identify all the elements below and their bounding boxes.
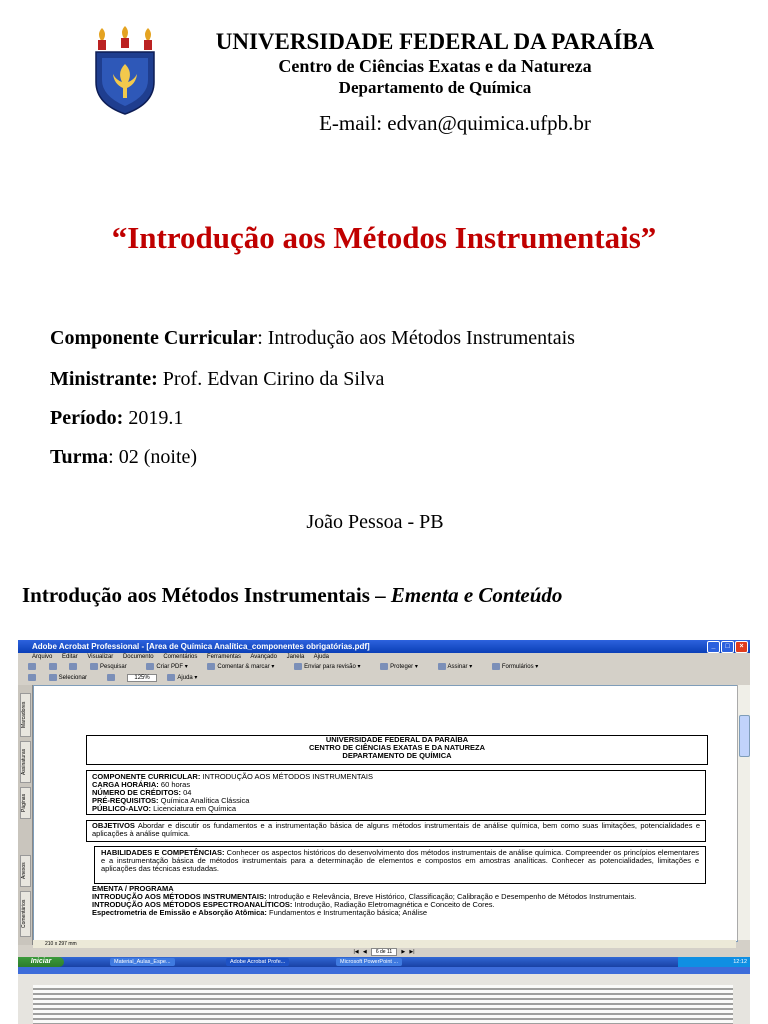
center-name: Centro de Ciências Exatas e da Natureza — [278, 56, 592, 76]
doc-university: UNIVERSIDADE FEDERAL DA PARAÍBA — [325, 735, 469, 744]
course-title: “Introdução aos Métodos Instrumentais” — [111, 220, 657, 255]
blurred-duplicate-screenshot — [18, 967, 750, 1024]
ementa-heading: EMENTA / PROGRAMA — [92, 884, 174, 893]
clock: 12:12 — [733, 959, 747, 965]
doc-creditos: NÚMERO DE CRÉDITOS: 04 — [92, 788, 192, 797]
section-heading — [22, 582, 562, 608]
system-tray — [678, 957, 750, 967]
page-size-label: 210 x 297 mm — [45, 941, 77, 947]
doc-intro-espectro: INTRODUÇÃO AOS MÉTODOS ESPECTROANALÍTICOS: Introdução, Radiação Eletromagnética e Conceito de Cores. — [92, 900, 495, 909]
window-title: Adobe Acrobat Professional - [Area de Química Analítica_componentes obrigatórias.pdf] — [32, 642, 370, 651]
acrobat-screenshot — [18, 640, 750, 1024]
create-pdf-button[interactable]: Criar PDF ▾ — [146, 664, 196, 670]
comment-button[interactable]: Comentar & marcar ▾ — [207, 664, 283, 670]
forms-button[interactable]: Formulários ▾ — [492, 664, 547, 670]
menu-item[interactable]: Visualizar — [87, 654, 114, 660]
doc-publico: PÚBLICO-ALVO: Licenciatura em Química — [92, 804, 237, 813]
task-button[interactable]: Material_Aulas_Espe... — [110, 958, 175, 966]
bookmarks-tab[interactable]: Marcadores — [20, 693, 31, 737]
help-button[interactable]: Ajuda ▾ — [167, 675, 206, 681]
pages-tab[interactable]: Páginas — [20, 787, 31, 819]
menu-bar — [18, 653, 750, 662]
doc-prereq: PRÉ-REQUISITOS: Química Analítica Clássica — [92, 796, 250, 805]
window-titlebar — [18, 640, 750, 653]
menu-item[interactable]: Comentários — [163, 654, 198, 660]
windows-taskbar — [18, 957, 750, 967]
maximize-icon[interactable]: □ — [721, 641, 734, 653]
menu-item[interactable]: Ajuda — [313, 654, 329, 660]
periodo-label: Período: — [50, 407, 124, 429]
doc-carga: CARGA HORÁRIA: 60 horas — [92, 780, 191, 789]
save-icon[interactable] — [49, 664, 59, 670]
toolbar-main — [18, 662, 750, 673]
attachments-tab[interactable]: Anexos — [20, 855, 31, 887]
select-button[interactable]: Selecionar — [49, 675, 96, 681]
task-button[interactable]: Microsoft PowerPoint ... — [336, 958, 402, 966]
menu-item[interactable]: Arquivo — [32, 654, 53, 660]
toolbar-secondary — [18, 673, 750, 684]
section-heading-italic: Ementa e Conteúdo — [390, 583, 563, 607]
menu-item[interactable]: Ferramentas — [207, 654, 242, 660]
search-button[interactable]: Pesquisar — [90, 664, 136, 670]
periodo-value: 2019.1 — [123, 407, 184, 429]
turma-line — [50, 445, 197, 469]
university-name: UNIVERSIDADE FEDERAL DA PARAÍBA — [215, 29, 655, 54]
horizontal-scrollbar[interactable] — [33, 940, 736, 948]
componente-line — [50, 326, 575, 350]
email-line: E-mail: edvan@quimica.ufpb.br — [319, 111, 591, 135]
menu-item[interactable]: Janela — [286, 654, 305, 660]
doc-header-box — [86, 735, 708, 765]
close-icon[interactable]: × — [735, 641, 748, 653]
doc-habilidades-box — [94, 846, 706, 884]
first-page-icon[interactable]: |◀ — [353, 949, 359, 955]
city-line: João Pessoa - PB — [306, 511, 444, 533]
start-button[interactable]: Iniciar — [18, 957, 64, 967]
componente-label: Componente Curricular — [50, 327, 258, 349]
window-controls — [707, 641, 748, 653]
last-page-icon[interactable]: ▶| — [409, 949, 415, 955]
next-page-icon[interactable]: ▶ — [401, 949, 406, 955]
open-icon[interactable] — [28, 664, 38, 670]
menu-item[interactable]: Avançado — [250, 654, 277, 660]
minimize-icon[interactable]: _ — [707, 641, 720, 653]
doc-info-box — [86, 770, 706, 815]
send-review-button[interactable]: Enviar para revisão ▾ — [294, 664, 369, 670]
ministrante-value: Prof. Edvan Cirino da Silva — [157, 368, 385, 390]
zoom-level[interactable]: 125% — [127, 674, 156, 682]
prev-page-icon[interactable]: ◀ — [362, 949, 367, 955]
page-counter[interactable]: 6 de 11 — [371, 948, 397, 956]
menu-item[interactable]: Documento — [122, 654, 154, 660]
doc-espectrometria: Espectrometria de Emissão e Absorção Atômica: Fundamentos e Instrumentação básica; Análise — [92, 908, 428, 917]
protect-button[interactable]: Proteger ▾ — [380, 664, 427, 670]
turma-value: : 02 (noite) — [108, 446, 198, 468]
page-navigation — [18, 948, 750, 957]
doc-department: DEPARTAMENTO DE QUÍMICA — [342, 751, 452, 760]
componente-value: : Introdução aos Métodos Instrumentais — [257, 327, 575, 349]
periodo-line — [50, 406, 183, 430]
sign-button[interactable]: Assinar ▾ — [438, 664, 482, 670]
section-heading-main: Introdução aos Métodos Instrumentais – — [22, 583, 391, 607]
doc-componente: COMPONENTE CURRICULAR: INTRODUÇÃO AOS MÉTODOS INSTRUMENTAIS — [92, 772, 373, 781]
print-icon[interactable] — [69, 664, 79, 670]
navigation-sidebar — [18, 685, 33, 945]
vertical-scrollbar[interactable] — [737, 685, 750, 940]
ministrante-line — [50, 367, 384, 391]
scroll-thumb[interactable] — [739, 715, 750, 757]
doc-objetivos-box — [86, 820, 706, 842]
doc-intro-metodos: INTRODUÇÃO AOS MÉTODOS INSTRUMENTAIS: Introdução e Relevância, Breve Histórico, Classificação; Calibração e Desempenho de Métodos Instrumentais. — [92, 892, 637, 901]
university-crest — [92, 24, 158, 116]
department-name: Departamento de Química — [338, 78, 532, 97]
document-pane — [33, 685, 738, 942]
doc-objetivos: OBJETIVOS Abordar e discutir os fundamentos e a instrumentação básica de alguns métodos instrumentais de análise química, bem como suas limitações, potencialidades e aplicações à análise química. — [92, 821, 700, 838]
doc-ementa — [92, 885, 712, 917]
turma-label: Turma — [50, 446, 109, 468]
comments-tab[interactable]: Comentários — [20, 891, 31, 937]
ministrante-label: Ministrante: — [50, 368, 158, 390]
menu-item[interactable]: Editar — [62, 654, 78, 660]
task-button[interactable]: Adobe Acrobat Profe... — [226, 958, 289, 966]
doc-habilidades: HABILIDADES E COMPETÊNCIAS: Conhecer os aspectos históricos do desenvolvimento dos métodos instrumentais de análise química. Compreender os princípios elementares e a instrumentação básica de métodos instrumentais para a determinação de elementos e compostos em amostras analíticas. Conhecer as potencialidades, limitações e aplicações das técnicas estudadas. — [101, 848, 699, 873]
doc-center: CENTRO DE CIÊNCIAS EXATAS E DA NATUREZA — [309, 743, 485, 752]
signatures-tab[interactable]: Assinaturas — [20, 741, 31, 783]
zoom-icon[interactable] — [107, 675, 117, 681]
hand-tool-icon[interactable] — [28, 675, 38, 681]
